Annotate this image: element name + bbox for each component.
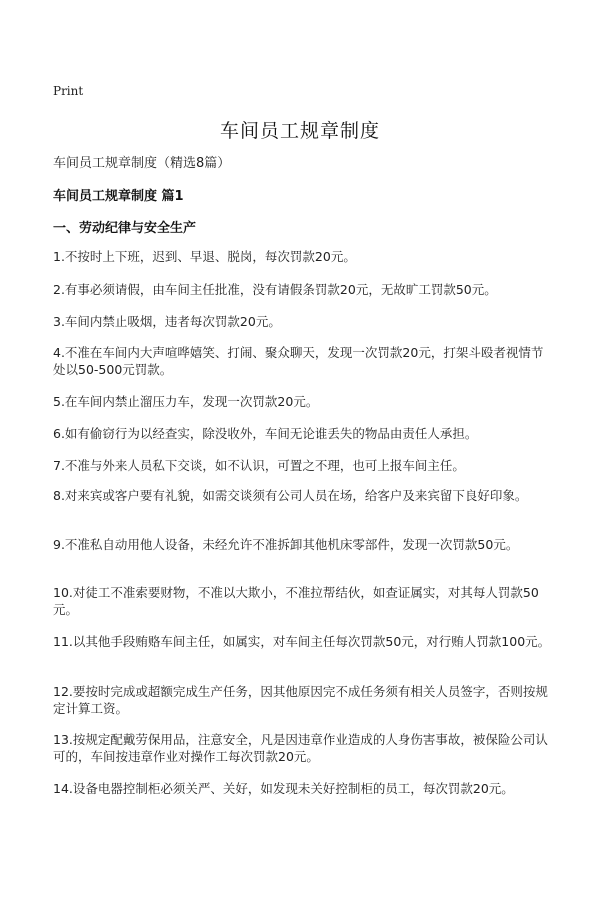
rule-item-1: 1.不按时上下班，迟到、早退、脱岗，每次罚款20元。 (53, 249, 356, 264)
rule-item-14: 14.设备电器控制柜必须关严、关好，如发现未关好控制柜的员工，每次罚款20元。 (53, 781, 514, 796)
rule-item-7: 7.不准与外来人员私下交谈，如不认识，可置之不理，也可上报车间主任。 (53, 458, 465, 473)
rule-item-10: 10.对徒工不准索要财物，不准以大欺小，不准拉帮结伙，如查证属实，对其每人罚款50元。 (53, 585, 539, 617)
document-subtitle: 车间员工规章制度（精选8篇） (53, 156, 231, 171)
rule-item-8: 8.对来宾或客户要有礼貌，如需交谈须有公司人员在场，给客户及来宾留下良好印象。 (53, 488, 528, 503)
section-heading: 车间员工规章制度 篇1 (53, 189, 184, 204)
rule-item-12: 12.要按时完成或超额完成生产任务，因其他原因完不成任务须有相关人员签字，否则按规定计算工资。 (53, 684, 548, 716)
rule-item-2: 2.有事必须请假，由车间主任批准，没有请假条罚款20元，无故旷工罚款50元。 (53, 282, 497, 297)
subsection-heading: 一、劳动纪律与安全生产 (53, 221, 197, 236)
rule-item-11: 11.以其他手段贿赂车间主任，如属实，对车间主任每次罚款50元，对行贿人罚款100元。 (53, 634, 551, 649)
rule-item-3: 3.车间内禁止吸烟，违者每次罚款20元。 (53, 314, 281, 329)
page-title: 车间员工规章制度 (219, 120, 380, 142)
rule-item-9: 9.不准私自动用他人设备，未经允许不准拆卸其他机床零部件，发现一次罚款50元。 (53, 537, 519, 552)
rule-item-6: 6.如有偷窃行为以经查实，除没收外，车间无论谁丢失的物品由责任人承担。 (53, 426, 478, 441)
rule-item-13: 13.按规定配戴劳保用品，注意安全，凡是因违章作业造成的人身伤害事故，被保险公司认可的，车间按违章作业对操作工每次罚款20元。 (53, 732, 548, 764)
rule-item-4: 4.不准在车间内大声喧哗嬉笑、打闹、聚众聊天，发现一次罚款20元，打架斗殴者视情节处以50-500元罚款。 (53, 345, 544, 377)
print-label: Print (53, 84, 84, 98)
rule-item-5: 5.在车间内禁止溜压力车，发现一次罚款20元。 (53, 394, 319, 409)
